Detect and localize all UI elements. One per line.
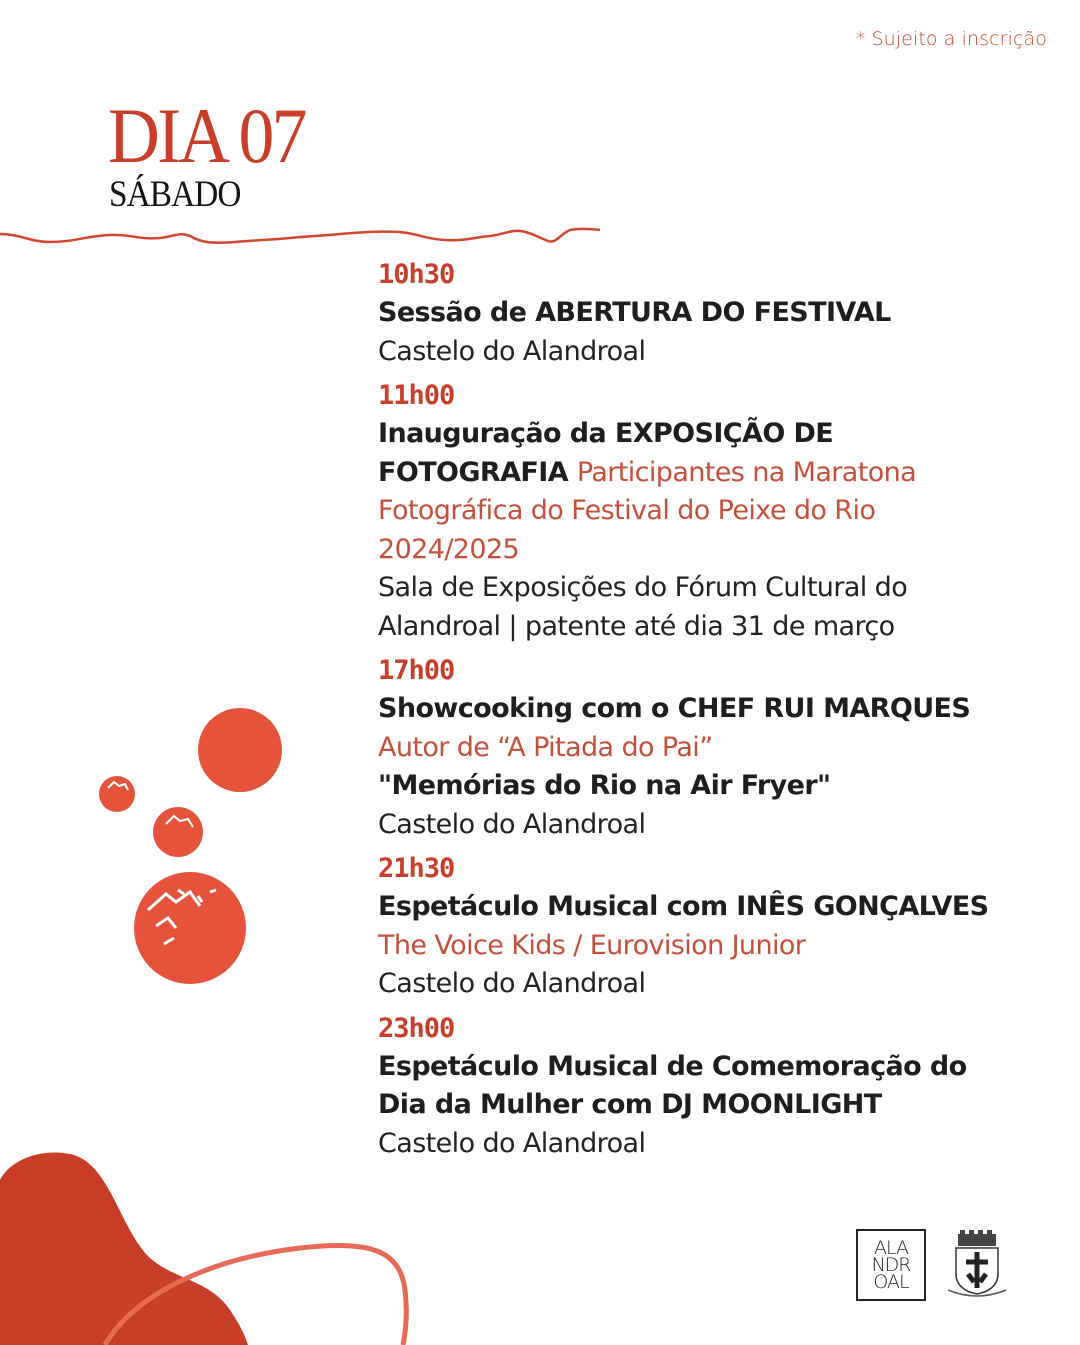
event-title: Espetáculo Musical com INÊS GONÇALVES xyxy=(378,891,989,922)
event-time: 10h30 xyxy=(378,259,455,290)
event-item xyxy=(378,652,1018,844)
event-place: Sala de Exposições do Fórum Cultural do Alandroal | patente até dia 31 de março xyxy=(378,572,908,642)
decorative-blob xyxy=(0,1140,440,1345)
event-item xyxy=(378,1010,1018,1164)
event-item xyxy=(378,256,1018,371)
event-title: Showcooking com o CHEF RUI MARQUES xyxy=(378,693,971,724)
registration-note: * Sujeito a inscrição xyxy=(855,28,1047,50)
event-subtitle: "Memórias do Rio na Air Fryer" xyxy=(378,770,831,801)
day-title: DIA 07 xyxy=(108,92,305,179)
event-title: Inauguração da EXPOSIÇÃO DE FOTOGRAFIA xyxy=(378,418,834,488)
footer-logos xyxy=(856,1229,1010,1301)
wave-divider xyxy=(0,222,610,252)
logo-line: OAL xyxy=(873,1270,909,1293)
event-title: Espetáculo Musical de Comemoração do Dia da Mulher com DJ MOONLIGHT xyxy=(378,1050,967,1120)
day-subtitle: SÁBADO xyxy=(109,174,241,215)
event-place: Castelo do Alandroal xyxy=(378,808,646,840)
event-time: 17h00 xyxy=(378,655,455,686)
event-description: Autor de “A Pitada do Pai” xyxy=(378,731,713,763)
event-description: Participantes na Maratona Fotográfica do Festival do Peixe do Rio 2024/2025 xyxy=(378,456,917,565)
event-title: Sessão de ABERTURA DO FESTIVAL xyxy=(378,297,891,328)
event-time: 11h00 xyxy=(378,380,455,411)
event-item xyxy=(378,850,1018,1004)
logo-line: NDR xyxy=(871,1253,911,1276)
event-item xyxy=(378,377,1018,646)
event-place: Castelo do Alandroal xyxy=(378,1127,646,1159)
decorative-circles xyxy=(90,700,300,1000)
event-place: Castelo do Alandroal xyxy=(378,968,646,999)
event-time: 21h30 xyxy=(378,853,455,884)
event-place: Castelo do Alandroal xyxy=(378,335,646,367)
event-time: 23h00 xyxy=(378,1012,455,1044)
logo-line: ALA xyxy=(873,1236,909,1259)
schedule-list xyxy=(378,256,1018,1169)
alandroal-logo xyxy=(856,1229,926,1301)
event-title-with-description xyxy=(378,415,1018,569)
municipal-crest-icon xyxy=(944,1230,1010,1300)
event-description: The Voice Kids / Eurovision Junior xyxy=(378,929,806,961)
